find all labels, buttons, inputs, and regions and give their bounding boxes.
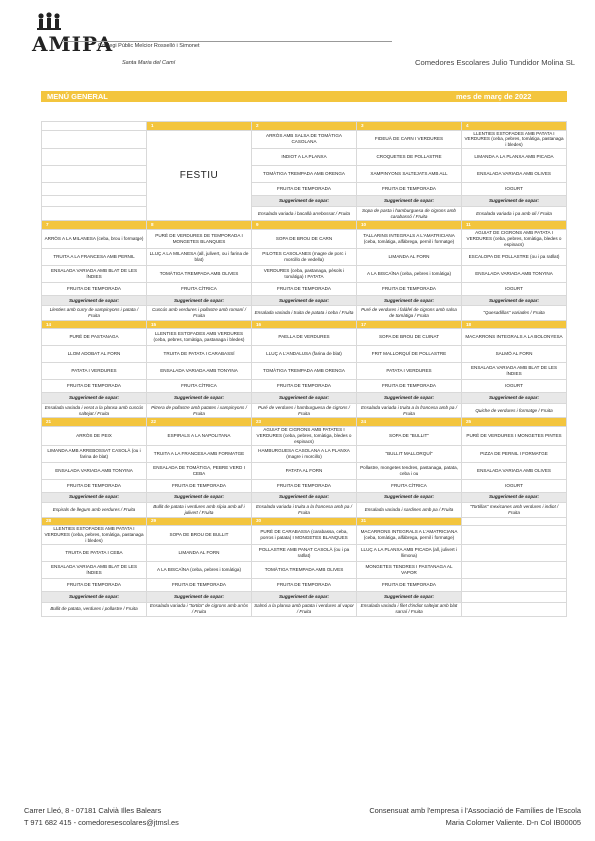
- dish-item: LLOM ADOBAT AL FORN: [42, 346, 147, 363]
- dish-item: ESCALOPA DE POLLASTRE (ou i pa ratllat): [462, 248, 567, 265]
- dish-item: SOPA DE "BULLIT": [357, 426, 462, 445]
- dish-item: PURÉ DE PASTANAGA: [42, 329, 147, 346]
- suggestion-heading: Suggeriment de sopar:: [252, 492, 357, 503]
- menu-row: [42, 320, 567, 329]
- suggestion-text: Bullit de patata i verdures amb sípia amb all i julivert / Fruita: [147, 503, 252, 518]
- dish-item: HAMBURGUESA CASOLANA A LA PLANXA (magre i morcillo): [252, 445, 357, 462]
- empty-cell: [42, 183, 147, 196]
- dish-item: VERDURES (ceba, pastanaga, pèsols i tomàtiga) I PATATA: [252, 265, 357, 282]
- menu-row: [42, 149, 567, 166]
- day-number: 29: [147, 517, 252, 526]
- dish-item: TOMÀTIGA TREMPADA AMB OLIVES: [147, 265, 252, 282]
- dish-item: FRUITA DE TEMPORADA: [147, 479, 252, 492]
- dish-item: PATATA AL FORN: [252, 462, 357, 479]
- dish-item: TRUITA DE PATATA I CEBA: [42, 545, 147, 562]
- dish-item: XAMPINYONS SALTEJATS AMB ALL: [357, 166, 462, 183]
- suggestion-text: Cuscús amb verdures i pollastre amb romaní / Fruita: [147, 306, 252, 321]
- dish-item: PATATA I VERDURES: [357, 363, 462, 380]
- dish-item: FRUITA DE TEMPORADA: [252, 282, 357, 295]
- dish-item: FRUITA DE TEMPORADA: [357, 183, 462, 196]
- menu-row: [42, 462, 567, 479]
- dish-item: TALLARINS INTEGRALS A L'AMATRICIANA (ceba, tomàtiga, alfàbrega, pernil i formatge): [357, 229, 462, 248]
- suggestion-heading: Suggeriment de sopar:: [42, 492, 147, 503]
- suggestion-heading: Suggeriment de sopar:: [462, 393, 567, 404]
- dish-item: FRUITA DE TEMPORADA: [42, 282, 147, 295]
- day-number: 16: [252, 320, 357, 329]
- dish-item: FRUITA DE TEMPORADA: [42, 479, 147, 492]
- menu-row: [42, 122, 567, 131]
- suggestion-heading: Suggeriment de sopar:: [147, 492, 252, 503]
- dish-item: ENSALADA VARIADA AMB TONYINA: [147, 363, 252, 380]
- dish-item: TRUITA DE PATATA I CARABASSÍ: [147, 346, 252, 363]
- dish-item: SOPA DE BROU DE BULLIT: [147, 526, 252, 545]
- day-number: 30: [252, 517, 357, 526]
- suggestion-text: Sopa de pasta i hamburguesa de cigrons amb carabassó / Fruita: [357, 206, 462, 221]
- dish-item: TOMÀTIGA TREMPADA AMB OLIVES: [252, 562, 357, 579]
- menu-row: [42, 229, 567, 248]
- suggestion-text: Ensalada variada i filet d'indiot saltejat amb blat sarraí / Fruita: [357, 602, 462, 617]
- empty-cell: [462, 592, 567, 603]
- menu-row: [42, 592, 567, 603]
- dish-item: TOMÀTIGA TREMPADA AMB ORENGA: [252, 166, 357, 183]
- day-number: 18: [462, 320, 567, 329]
- menu-row: [42, 545, 567, 562]
- footer-dietitian: Maria Colomer Valiente. D-n Col IB00005: [445, 818, 581, 827]
- dish-item: POLLASTRE AMB PANAT CASOLÀ (ou i pa ratllat): [252, 545, 357, 562]
- suggestion-text: Pitrera de pollastre amb patates i xampinyons / Fruita: [147, 403, 252, 418]
- dish-item: PURÉ DE CARABASSA (carabassa, ceba, porros i patata) I MONGETES BLANQUES: [252, 526, 357, 545]
- dish-item: A LA BISCAÏNA (ceba, pebres i tomàtiga): [357, 265, 462, 282]
- suggestion-text: Ensalada variada i "tortita" de cigrons amb arròs / Fruita: [147, 602, 252, 617]
- menu-row: [42, 418, 567, 427]
- menu-row: [42, 426, 567, 445]
- dish-item: Pollastre, mongetes tendres, pastanaga, patata, ceba i ou: [357, 462, 462, 479]
- suggestion-heading: Suggeriment de sopar:: [252, 592, 357, 603]
- suggestion-text: Espirals de llegum amb verdures / Fruita: [42, 503, 147, 518]
- day-number: 9: [252, 221, 357, 230]
- suggestion-heading: Suggeriment de sopar:: [42, 295, 147, 306]
- suggestion-text: Puré de verdures i hamburguesa de cigrons / Fruita: [252, 403, 357, 418]
- day-number: 1: [147, 122, 252, 131]
- day-number: 24: [357, 418, 462, 427]
- dish-item: LLENTIES ESTOFADES AMB VERDURES (ceba, pebres, tomàtiga, pastanaga i bledes): [147, 329, 252, 346]
- empty-cell: [42, 149, 147, 166]
- empty-cell: [462, 526, 567, 545]
- suggestion-heading: Suggeriment de sopar:: [252, 393, 357, 404]
- dish-item: A LA BISCAÏNA (ceba, pebres i tomàtiga): [147, 562, 252, 579]
- dish-item: FRUITA CÍTRICA: [147, 282, 252, 295]
- empty-cell: [42, 130, 147, 149]
- dish-item: AGUIAT DE CIGRONS AMB PATATA I VERDURES (ceba, pebres, tomàtiga, bledes o espinacs): [462, 229, 567, 248]
- dish-item: FRUITA DE TEMPORADA: [42, 579, 147, 592]
- suggestion-heading: Suggeriment de sopar:: [357, 393, 462, 404]
- day-number: 4: [462, 122, 567, 131]
- dish-item: LLENTIES ESTOFADES AMB PATATA I VERDURES (ceba, pebres, tomàtiga, pastanaga i bledes): [462, 130, 567, 149]
- dish-item: ENSALADA VARIADA AMB OLIVES: [462, 462, 567, 479]
- suggestion-heading: Suggeriment de sopar:: [252, 196, 357, 207]
- day-number: 10: [357, 221, 462, 230]
- dish-item: INDIOT A LA PLANXA: [252, 149, 357, 166]
- footer-address: Carrer Lleó, 8 - 07181 Calvià Illes Balears: [24, 806, 162, 815]
- suggestion-heading: Suggeriment de sopar:: [147, 592, 252, 603]
- dish-item: ENSALADA DE TOMÀTIGA, PEBRE VERD I CEBA: [147, 462, 252, 479]
- suggestion-heading: Suggeriment de sopar:: [462, 492, 567, 503]
- menu-row: [42, 130, 567, 149]
- suggestion-text: Bullit de patata, verdures i pollastre / Fruita: [42, 602, 147, 617]
- suggestion-heading: Suggeriment de sopar:: [252, 295, 357, 306]
- day-number: 14: [42, 320, 147, 329]
- dish-item: IOGURT: [462, 282, 567, 295]
- dish-item: IOGURT: [462, 380, 567, 393]
- dish-item: PAELLA DE VERDURES: [252, 329, 357, 346]
- dish-item: LIMANDA AL FORN: [147, 545, 252, 562]
- suggestion-text: Ensalada variada i bacallà arrebossat / Fruita: [252, 206, 357, 221]
- dish-item: MACARRONS INTEGRALS A L'AMATRICIANA (ceba, tomàtiga, alfàbrega, pernil i formatge): [357, 526, 462, 545]
- suggestion-text: Ensalada variada i truita de patata i ceba / Fruita: [252, 306, 357, 321]
- dish-item: TRUITA A LA FRANCESA AMB PERNIL: [42, 248, 147, 265]
- dish-item: MACARRONS INTEGRALS A LA BOLONYESA: [462, 329, 567, 346]
- menu-row: [42, 517, 567, 526]
- dish-item: LIMANDA A LA PLANXA AMB PICADA: [462, 149, 567, 166]
- empty-cell: [462, 602, 567, 617]
- dish-item: PILOTES CASOLANES (magre de porc i morcillo de vedella): [252, 248, 357, 265]
- suggestion-text: Quiche de verdures i formatge / Fruita: [462, 403, 567, 418]
- menu-row: [42, 282, 567, 295]
- dish-item: ARRÒS DE PEIX: [42, 426, 147, 445]
- dish-item: ENSALADA VARIADA AMB BLAT DE LES ÍNDIES: [462, 363, 567, 380]
- dish-item: ESPIRALS A LA NAPOLITANA: [147, 426, 252, 445]
- dish-item: IOGURT: [462, 183, 567, 196]
- dish-item: SOPA DE BROU DE CARN: [252, 229, 357, 248]
- suggestion-heading: Suggeriment de sopar:: [147, 295, 252, 306]
- empty-cell: [42, 166, 147, 183]
- dish-item: FRUITA CÍTRICA: [357, 479, 462, 492]
- day-number: 22: [147, 418, 252, 427]
- menu-month: mes de març de 2022: [456, 92, 532, 101]
- suggestion-heading: Suggeriment de sopar:: [357, 592, 462, 603]
- dish-item: FRUITA CÍTRICA: [147, 380, 252, 393]
- suggestion-text: "Quesadillas" variades / Fruita: [462, 306, 567, 321]
- suggestion-heading: Suggeriment de sopar:: [357, 492, 462, 503]
- amipa-logo: [32, 10, 202, 70]
- menu-row: [42, 248, 567, 265]
- day-number: 7: [42, 221, 147, 230]
- logo-school: Col·legi Públic Melcior Rosselló i Simonet: [98, 43, 200, 49]
- logo-title: AMIPA: [32, 32, 114, 56]
- provider-name: Comedores Escolares Julio Tundidor Molina SL: [415, 58, 575, 67]
- dish-item: FRUITA DE TEMPORADA: [357, 282, 462, 295]
- dish-item: MONGETES TENDRES I PASTANAGA AL VAPOR: [357, 562, 462, 579]
- dish-item: "BULLIT MALLORQUÍ": [357, 445, 462, 462]
- footer-contact: T 971 682 415 - comedoresescolares@jtmsl.es: [24, 818, 179, 827]
- day-number: [462, 517, 567, 526]
- menu-row: [42, 221, 567, 230]
- menu-row: [42, 492, 567, 503]
- dish-item: PURÉ DE VERDURES I MONGETES PINTES: [462, 426, 567, 445]
- dish-item: ENSALADA VARIADA AMB TONYINA: [462, 265, 567, 282]
- day-number: 11: [462, 221, 567, 230]
- dish-item: FRUITA DE TEMPORADA: [42, 380, 147, 393]
- dish-item: ENSALADA VARIADA AMB TONYINA: [42, 462, 147, 479]
- day-number: 31: [357, 517, 462, 526]
- dish-item: LIMANDA AL FORN: [357, 248, 462, 265]
- menu-row: [42, 206, 567, 221]
- dish-item: PIZZA DE PERNIL I FORMATGE: [462, 445, 567, 462]
- dish-item: SOPA DE BROU DE CUINAT: [357, 329, 462, 346]
- empty-cell: [462, 545, 567, 562]
- menu-row: [42, 265, 567, 282]
- day-number: 3: [357, 122, 462, 131]
- menu-row: [42, 306, 567, 321]
- empty-cell: [42, 206, 147, 221]
- suggestion-heading: Suggeriment de sopar:: [42, 592, 147, 603]
- suggestion-heading: Suggeriment de sopar:: [462, 196, 567, 207]
- dish-item: FRUITA DE TEMPORADA: [357, 380, 462, 393]
- dish-item: LLUÇ A LA PLANXA AMB PICADA (all, julivert i llimona): [357, 545, 462, 562]
- menu-row: [42, 295, 567, 306]
- menu-row: [42, 166, 567, 183]
- day-number: 28: [42, 517, 147, 526]
- menu-banner: [41, 91, 567, 102]
- dish-item: FRUITA DE TEMPORADA: [147, 579, 252, 592]
- dish-item: FRUITA DE TEMPORADA: [252, 183, 357, 196]
- children-logo-icon: [36, 12, 62, 34]
- day-number: 23: [252, 418, 357, 427]
- menu-row: [42, 445, 567, 462]
- dish-item: ENSALADA VARIADA AMB BLAT DE LES ÍNDIES: [42, 562, 147, 579]
- empty-cell: [462, 562, 567, 579]
- day-number: 2: [252, 122, 357, 131]
- dish-item: AGUIAT DE CIGRONS AMB PATATES I VERDURES (ceba, pebres, tomàtiga, bledes o espinacs): [252, 426, 357, 445]
- suggestion-text: "Tortillas" mexicanes amb verdures i indiot / Fruita: [462, 503, 567, 518]
- dish-item: SALMÓ AL FORN: [462, 346, 567, 363]
- menu-title: MENÚ GENERAL: [47, 92, 108, 101]
- dish-item: PATATA I VERDURES: [42, 363, 147, 380]
- empty-cell: [42, 196, 147, 207]
- dish-item: ARRÒS AMB SALSA DE TOMÀTIGA CASOLANA: [252, 130, 357, 149]
- suggestion-text: Salmó a la planxa amb patata i verdures al vapor / Fruita: [252, 602, 357, 617]
- dish-item: LLUÇ A L'ANDALUSA (farina de blat): [252, 346, 357, 363]
- dish-item: TRUITA A LA FRANCESA AMB FORMATGE: [147, 445, 252, 462]
- menu-row: [42, 562, 567, 579]
- menu-row: [42, 380, 567, 393]
- menu-row: [42, 579, 567, 592]
- day-number: [42, 122, 147, 131]
- dish-item: ENSALADA VARIADA AMB BLAT DE LES ÍNDIES: [42, 265, 147, 282]
- dish-item: CROQUETES DE POLLASTRE: [357, 149, 462, 166]
- dish-item: FRIT MALLORQUÍ DE POLLASTRE: [357, 346, 462, 363]
- dish-item: FRUITA DE TEMPORADA: [252, 479, 357, 492]
- menu-row: [42, 196, 567, 207]
- suggestion-text: Ensalada variada i truita a la francesa amb pa / Fruita: [252, 503, 357, 518]
- day-number: 15: [147, 320, 252, 329]
- menu-row: [42, 403, 567, 418]
- menu-row: [42, 329, 567, 346]
- dish-item: PURÉ DE VERDURES DE TEMPORADA I MONGETES BLANQUES: [147, 229, 252, 248]
- suggestion-text: Ensalada variada i verat a la planxa amb cuscús saltejat / Fruita: [42, 403, 147, 418]
- suggestion-heading: Suggeriment de sopar:: [357, 196, 462, 207]
- dish-item: FRUITA DE TEMPORADA: [252, 579, 357, 592]
- menu-row: [42, 393, 567, 404]
- menu-row: [42, 526, 567, 545]
- suggestion-text: Puré de verdures i falàfel de cigrons amb salsa de tomàtiga / Fruita: [357, 306, 462, 321]
- dish-item: FRUITA DE TEMPORADA: [357, 579, 462, 592]
- dish-item: FRUITA DE TEMPORADA: [252, 380, 357, 393]
- day-number: 21: [42, 418, 147, 427]
- dish-item: ARRÒS A LA MILANESA (ceba, brou i formatge): [42, 229, 147, 248]
- menu-row: [42, 479, 567, 492]
- dish-item: IOGURT: [462, 479, 567, 492]
- suggestion-text: Ensalada variada i truita a la francesa amb pa / Fruita: [357, 403, 462, 418]
- holiday-label: FESTIU: [147, 130, 252, 221]
- suggestion-heading: Suggeriment de sopar:: [42, 393, 147, 404]
- dish-item: FIDEUÀ DE CARN I VERDURES: [357, 130, 462, 149]
- suggestion-heading: Suggeriment de sopar:: [357, 295, 462, 306]
- empty-cell: [462, 579, 567, 592]
- day-number: 25: [462, 418, 567, 427]
- menu-row: [42, 346, 567, 363]
- menu-table: [41, 121, 567, 617]
- dish-item: TOMÀTIGA TREMPADA AMB ORENGA: [252, 363, 357, 380]
- dish-item: ENSALADA VARIADA AMB OLIVES: [462, 166, 567, 183]
- menu-row: [42, 363, 567, 380]
- suggestion-heading: Suggeriment de sopar:: [462, 295, 567, 306]
- footer-consensus: Consensuat amb l'empresa i l'Associació de Famílies de l'Escola: [369, 806, 581, 815]
- day-number: 8: [147, 221, 252, 230]
- header-divider: [62, 41, 392, 42]
- logo-place: Santa Maria del Camí: [122, 60, 176, 66]
- suggestion-heading: Suggeriment de sopar:: [147, 393, 252, 404]
- menu-row: [42, 183, 567, 196]
- suggestion-text: Ensalada variada i sardines amb pa / Fruita: [357, 503, 462, 518]
- menu-row: [42, 602, 567, 617]
- suggestion-text: Llenties amb curry de xampinyons i patata / Fruita: [42, 306, 147, 321]
- dish-item: LIMANDA AMB ARREBOSSAT CASOLÀ (ou i farina de blat): [42, 445, 147, 462]
- suggestion-text: Ensalada variada i pa amb oli / Fruita: [462, 206, 567, 221]
- dish-item: LLENTIES ESTOFADES AMB PATATA I VERDURES (ceba, pebres, tomàtiga, pastanaga i bledes): [42, 526, 147, 545]
- menu-row: [42, 503, 567, 518]
- day-number: 17: [357, 320, 462, 329]
- dish-item: LLUÇ A LA MILANESA (all, julivert, ou i farina de blat): [147, 248, 252, 265]
